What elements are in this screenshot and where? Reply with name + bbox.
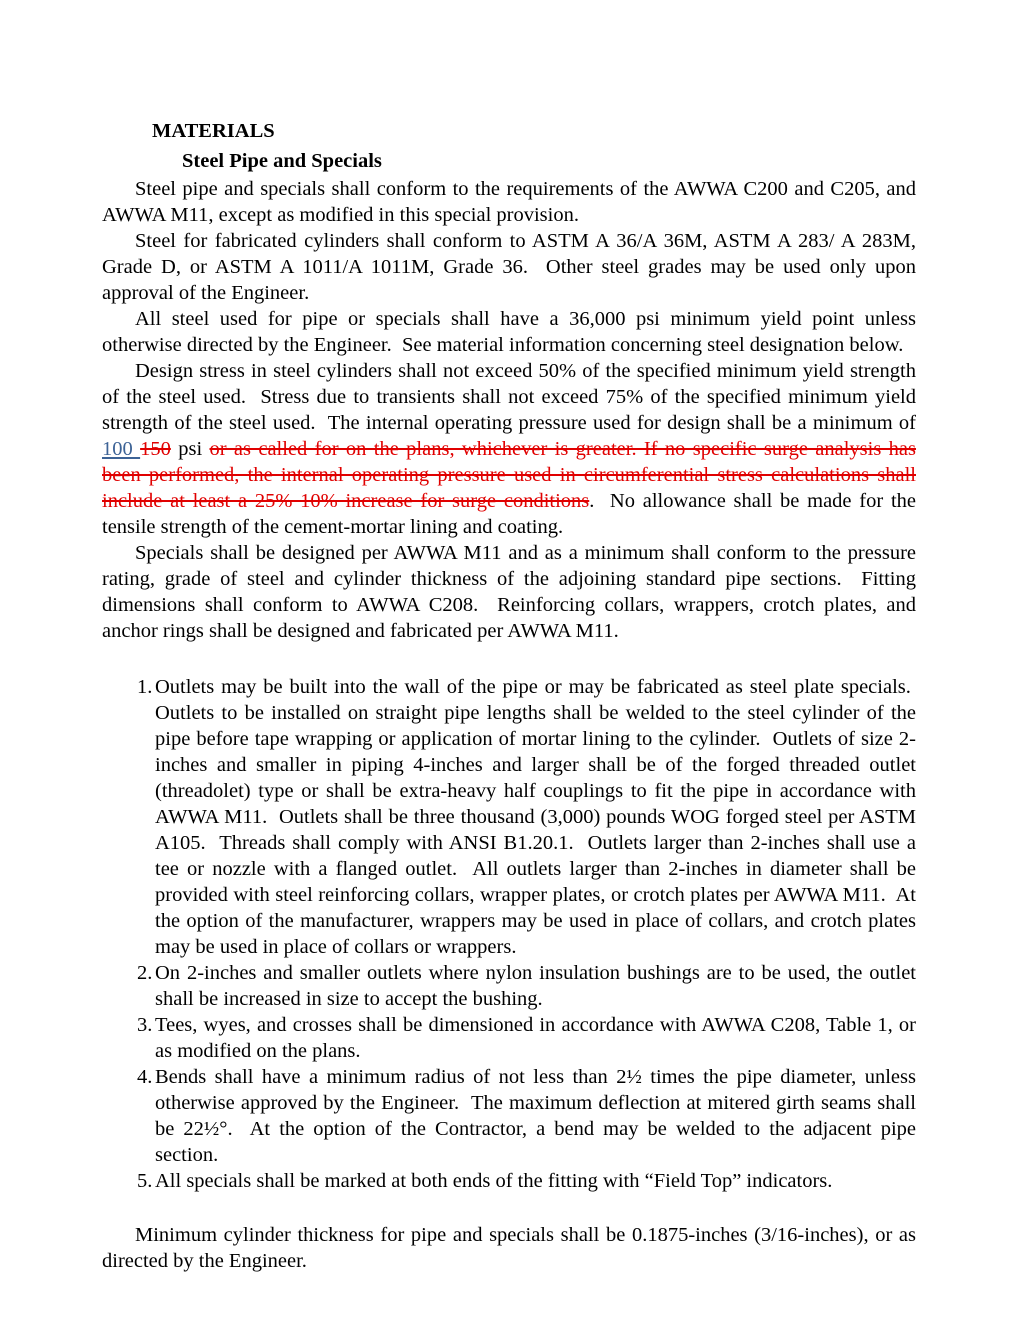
tracked-insertion-100: 100 xyxy=(102,438,141,460)
list-item-text: Tees, wyes, and crosses shall be dimensioned in accordance with AWWA C208, Table 1, or as modified on the plans. xyxy=(155,1014,916,1062)
list-item-text: Bends shall have a minimum radius of not less than 2½ times the pipe diameter, unless otherwise approved by the Engineer. The maximum deflection at mitered girth seams shall be 22½°. At the option of the Contractor, a bend may be welded to the adjacent pipe section. xyxy=(155,1066,916,1166)
list-item xyxy=(102,1168,916,1194)
list-item-text: All specials shall be marked at both ends of the fitting with “Field Top” indicators. xyxy=(155,1170,833,1192)
paragraph-specials-design: Specials shall be designed per AWWA M11 and as a minimum shall conform to the pressure rating, grade of steel and cylinder thickness of the adjoining standard pipe sections. Fitting dimensions shall conform to AWWA C208. Reinforcing collars, wrappers, crotch plates, and anchor rings shall be designed and fabricated per AWWA M11. xyxy=(102,542,916,642)
list-item-number: 5. xyxy=(137,1170,153,1192)
paragraph-cylinder-thickness: Minimum cylinder thickness for pipe and specials shall be 0.1875-inches (3/16-inches), or as directed by the Engineer. xyxy=(102,1224,916,1272)
list-item xyxy=(102,960,916,1012)
list-item-number: 1. xyxy=(137,676,153,698)
numbered-list xyxy=(102,674,916,1194)
paragraph-steel-grades: Steel for fabricated cylinders shall conform to ASTM A 36/A 36M, ASTM A 283/ A 283M, Grade D, or ASTM A 1011/A 1011M, Grade 36. Other steel grades may be used only upon approval of the Engineer. xyxy=(102,230,916,304)
list-item-text: Outlets may be built into the wall of the pipe or may be fabricated as steel plate specials. Outlets to be installed on straight pipe lengths shall be welded to the steel cylinder of the pipe before tape wrapping or application of mortar lining to the cylinder. Outlets of size 2-inches and smaller in piping 4-inches and larger shall be of the forged threaded outlet (threadolet) type or shall be extra-heavy half couplings to fit the pipe in accordance with AWWA M11. Outlets shall be three thousand (3,000) pounds WOG forged steel per ASTM A105. Threads shall comply with ANSI B1.20.1. Outlets larger than 2-inches shall use a tee or nozzle with a flanged outlet. All outlets larger than 2-inches in diameter shall be provided with steel reinforcing collars, wrapper plates, or crotch plates per AWWA M11. At the option of the manufacturer, wrappers may be used in place of collars, and crotch plates may be used in place of collars or wrappers. xyxy=(155,676,916,958)
list-item-number: 2. xyxy=(137,962,153,984)
tracked-deletion-150: 150 xyxy=(140,438,171,460)
psi-text: psi xyxy=(170,438,210,460)
section-heading: MATERIALS xyxy=(152,120,275,142)
list-item-text: On 2-inches and smaller outlets where nylon insulation bushings are to be used, the outlet shall be increased in size to accept the bushing. xyxy=(155,962,916,1010)
list-item xyxy=(102,674,916,960)
paragraph-yield-point: All steel used for pipe or specials shall have a 36,000 psi minimum yield point unless otherwise directed by the Engineer. See material information concerning steel designation below. xyxy=(102,308,916,356)
tracked-deletion-surge-clause: or as called for on the plans, whichever is greater. If no specific surge analysis has been performed, the internal operating pressure used in circumferential stress calculations shall include at least a 25% 10% increase for surge conditions xyxy=(102,438,916,512)
list-item xyxy=(102,1064,916,1168)
subsection-heading: Steel Pipe and Specials xyxy=(182,150,382,172)
design-stress-text: Design stress in steel cylinders shall not exceed 50% of the specified minimum yield strength of the steel used. Stress due to transients shall not exceed 75% of the specified minimum yield strength of the steel used. The internal operating pressure used for design shall be a minimum of xyxy=(102,360,916,434)
document-body xyxy=(102,118,916,1274)
no-allowance-text: . No allowance shall be made for the tensile strength of the cement-mortar lining and coating. xyxy=(102,490,916,538)
list-item-number: 3. xyxy=(137,1014,153,1036)
paragraph-design-stress xyxy=(102,358,916,540)
list-item-number: 4. xyxy=(137,1066,153,1088)
paragraph-conformance: Steel pipe and specials shall conform to the requirements of the AWWA C200 and C205, and AWWA M11, except as modified in this special provision. xyxy=(102,178,916,226)
list-item xyxy=(102,1012,916,1064)
